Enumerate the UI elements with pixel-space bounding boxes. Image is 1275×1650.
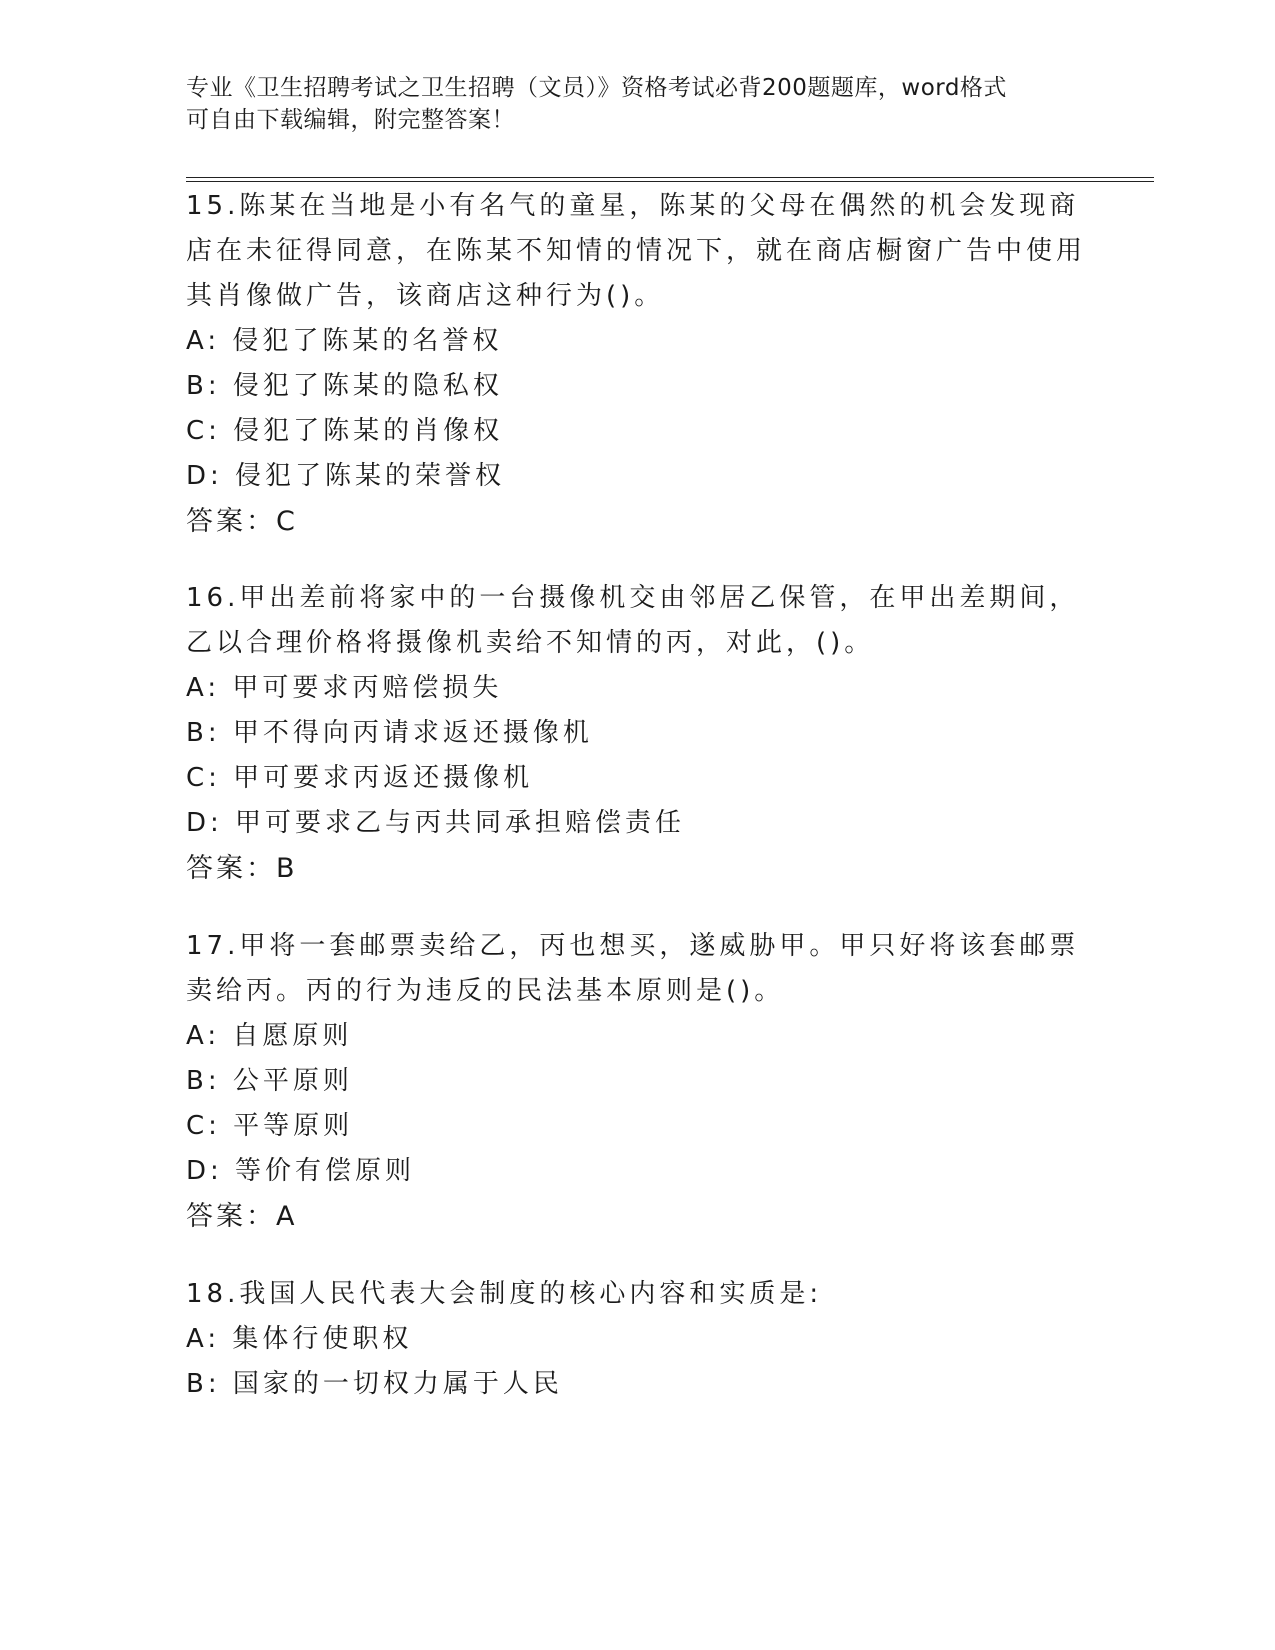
answer-line — [186, 846, 1086, 891]
option-c: C: 侵犯了陈某的肖像权 — [186, 416, 504, 446]
answer-line — [186, 499, 1086, 544]
question-18 — [186, 1272, 1086, 1407]
answer-value: B — [276, 853, 296, 884]
answer-label: 答案： — [186, 853, 276, 884]
option-a: A: 侵犯了陈某的名誉权 — [186, 326, 503, 356]
option-b: B: 侵犯了陈某的隐私权 — [186, 371, 503, 401]
header-line-2: 可自由下载编辑，附完整答案！ — [186, 107, 515, 133]
option-list — [186, 1317, 1086, 1407]
option-a: A: 自愿原则 — [186, 1021, 353, 1051]
option-d: D: 甲可要求乙与丙共同承担赔偿责任 — [186, 808, 686, 838]
option-a: A: 集体行使职权 — [186, 1324, 413, 1354]
option-b: B: 甲不得向丙请求返还摄像机 — [186, 718, 593, 748]
answer-label: 答案： — [186, 1201, 276, 1232]
option-list — [186, 319, 1086, 499]
question-15 — [186, 184, 1086, 544]
answer-value: A — [276, 1201, 296, 1232]
question-stem: 18.我国人民代表大会制度的核心内容和实质是: — [186, 1279, 823, 1309]
answer-label: 答案： — [186, 506, 276, 537]
question-stem: 15.陈某在当地是小有名气的童星，陈某的父母在偶然的机会发现商店在未征得同意，在陈某不知情的情况下，就在商店橱窗广告中使用其肖像做广告，该商店这种行为()。 — [186, 191, 1087, 311]
option-d: D: 等价有偿原则 — [186, 1156, 416, 1186]
option-c: C: 平等原则 — [186, 1111, 354, 1141]
option-list — [186, 666, 1086, 846]
option-a: A: 甲可要求丙赔偿损失 — [186, 673, 503, 703]
question-stem: 17.甲将一套邮票卖给乙，丙也想买，遂威胁甲。甲只好将该套邮票卖给丙。丙的行为违反的民法基本原则是()。 — [186, 931, 1080, 1006]
option-b: B: 国家的一切权力属于人民 — [186, 1369, 563, 1399]
header-divider-bottom — [186, 181, 1154, 182]
question-16 — [186, 576, 1086, 891]
option-b: B: 公平原则 — [186, 1066, 353, 1096]
option-c: C: 甲可要求丙返还摄像机 — [186, 763, 534, 793]
option-d: D: 侵犯了陈某的荣誉权 — [186, 461, 506, 491]
header-divider-top — [186, 177, 1154, 178]
question-17 — [186, 924, 1086, 1239]
answer-value: C — [276, 506, 296, 537]
document-header — [186, 72, 1066, 136]
option-list — [186, 1014, 1086, 1194]
question-stem: 16.甲出差前将家中的一台摄像机交由邻居乙保管，在甲出差期间，乙以合理价格将摄像机卖给不知情的丙，对此，()。 — [186, 583, 1080, 658]
header-line-1: 专业《卫生招聘考试之卫生招聘（文员）》资格考试必背200题题库，word格式 — [186, 75, 1007, 101]
answer-line — [186, 1194, 1086, 1239]
